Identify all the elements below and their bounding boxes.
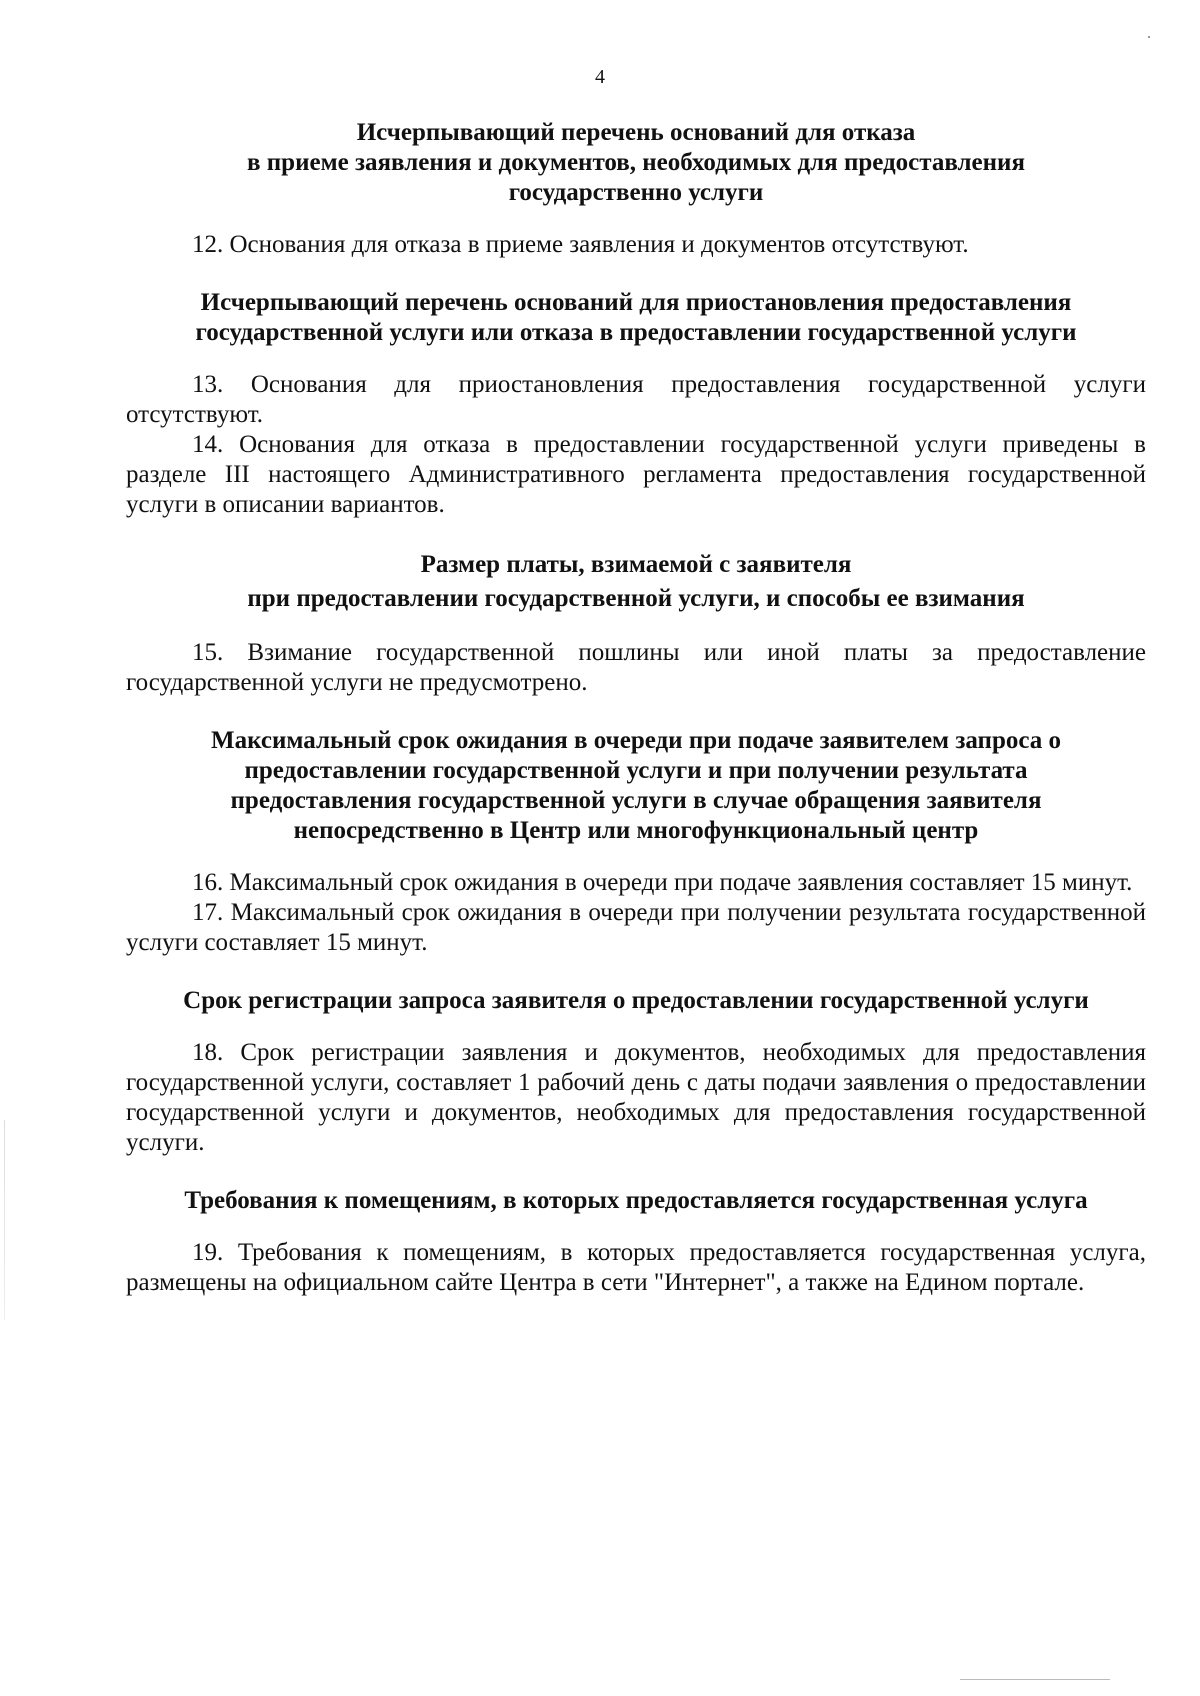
paragraph-17: 17. Максимальный срок ожидания в очереди при получении результата государственной услуги составляет 15 минут. <box>126 899 1146 956</box>
section-fee <box>126 548 1146 698</box>
paragraph-15: 15. Взимание государственной пошлины или иной платы за предоставление государственной услуги не предусмотрено. <box>126 639 1146 696</box>
section-heading: Исчерпывающий перечень оснований для отказа в приеме заявления и документов, необходимых для предоставления государственно услуги <box>247 119 1025 206</box>
paragraph-12: 12. Основания для отказа в приеме заявления и документов отсутствуют. <box>192 231 969 258</box>
section-heading: Срок регистрации запроса заявителя о предоставлении государственной услуги <box>183 987 1089 1014</box>
paragraph-16: 16. Максимальный срок ожидания в очереди при подаче заявления составляет 15 минут. <box>192 869 1133 896</box>
scan-artifact-edge <box>4 1120 5 1320</box>
section-heading: Максимальный срок ожидания в очереди при подаче заявителем запроса о предоставлении государственной услуги и при получении результата предоставления государственной услуги в случае обращения заявителя непосредственно в Центр или многофункциональный центр <box>210 727 1061 844</box>
section-registration-term <box>126 986 1146 1158</box>
section-heading: Размер платы, взимаемой с заявителя при предоставлении государственной услуги, и способы ее взимания <box>247 551 1025 612</box>
section-refusal-acceptance <box>126 118 1146 260</box>
section-heading: Исчерпывающий перечень оснований для приостановления предоставления государственной услуги или отказа в предоставлении государственной услуги <box>195 289 1077 346</box>
scan-artifact-line <box>960 1679 1110 1680</box>
page-number: 4 <box>595 66 605 88</box>
section-queue-time <box>126 726 1146 958</box>
paragraph-18: 18. Срок регистрации заявления и документов, необходимых для предоставления государственной услуги, составляет 1 рабочий день с даты подачи заявления о предоставлении государственной услуги и документов, необходимых для предоставления государственной услуги. <box>126 1039 1146 1156</box>
paragraph-13: 13. Основания для приостановления предоставления государственной услуги отсутствуют. <box>126 371 1146 428</box>
section-premises <box>126 1186 1146 1298</box>
scan-artifact-dot <box>1148 36 1150 38</box>
document-body <box>126 118 1146 1298</box>
section-heading: Требования к помещениям, в которых предоставляется государственная услуга <box>184 1187 1088 1214</box>
paragraph-19: 19. Требования к помещениям, в которых предоставляется государственная услуга, размещены на официальном сайте Центра в сети "Интернет", а также на Едином портале. <box>126 1239 1146 1296</box>
paragraph-14: 14. Основания для отказа в предоставлении государственной услуги приведены в разделе III настоящего Административного регламента предоставления государственной услуги в описании вариантов. <box>126 431 1146 518</box>
section-suspension-refusal <box>126 288 1146 520</box>
